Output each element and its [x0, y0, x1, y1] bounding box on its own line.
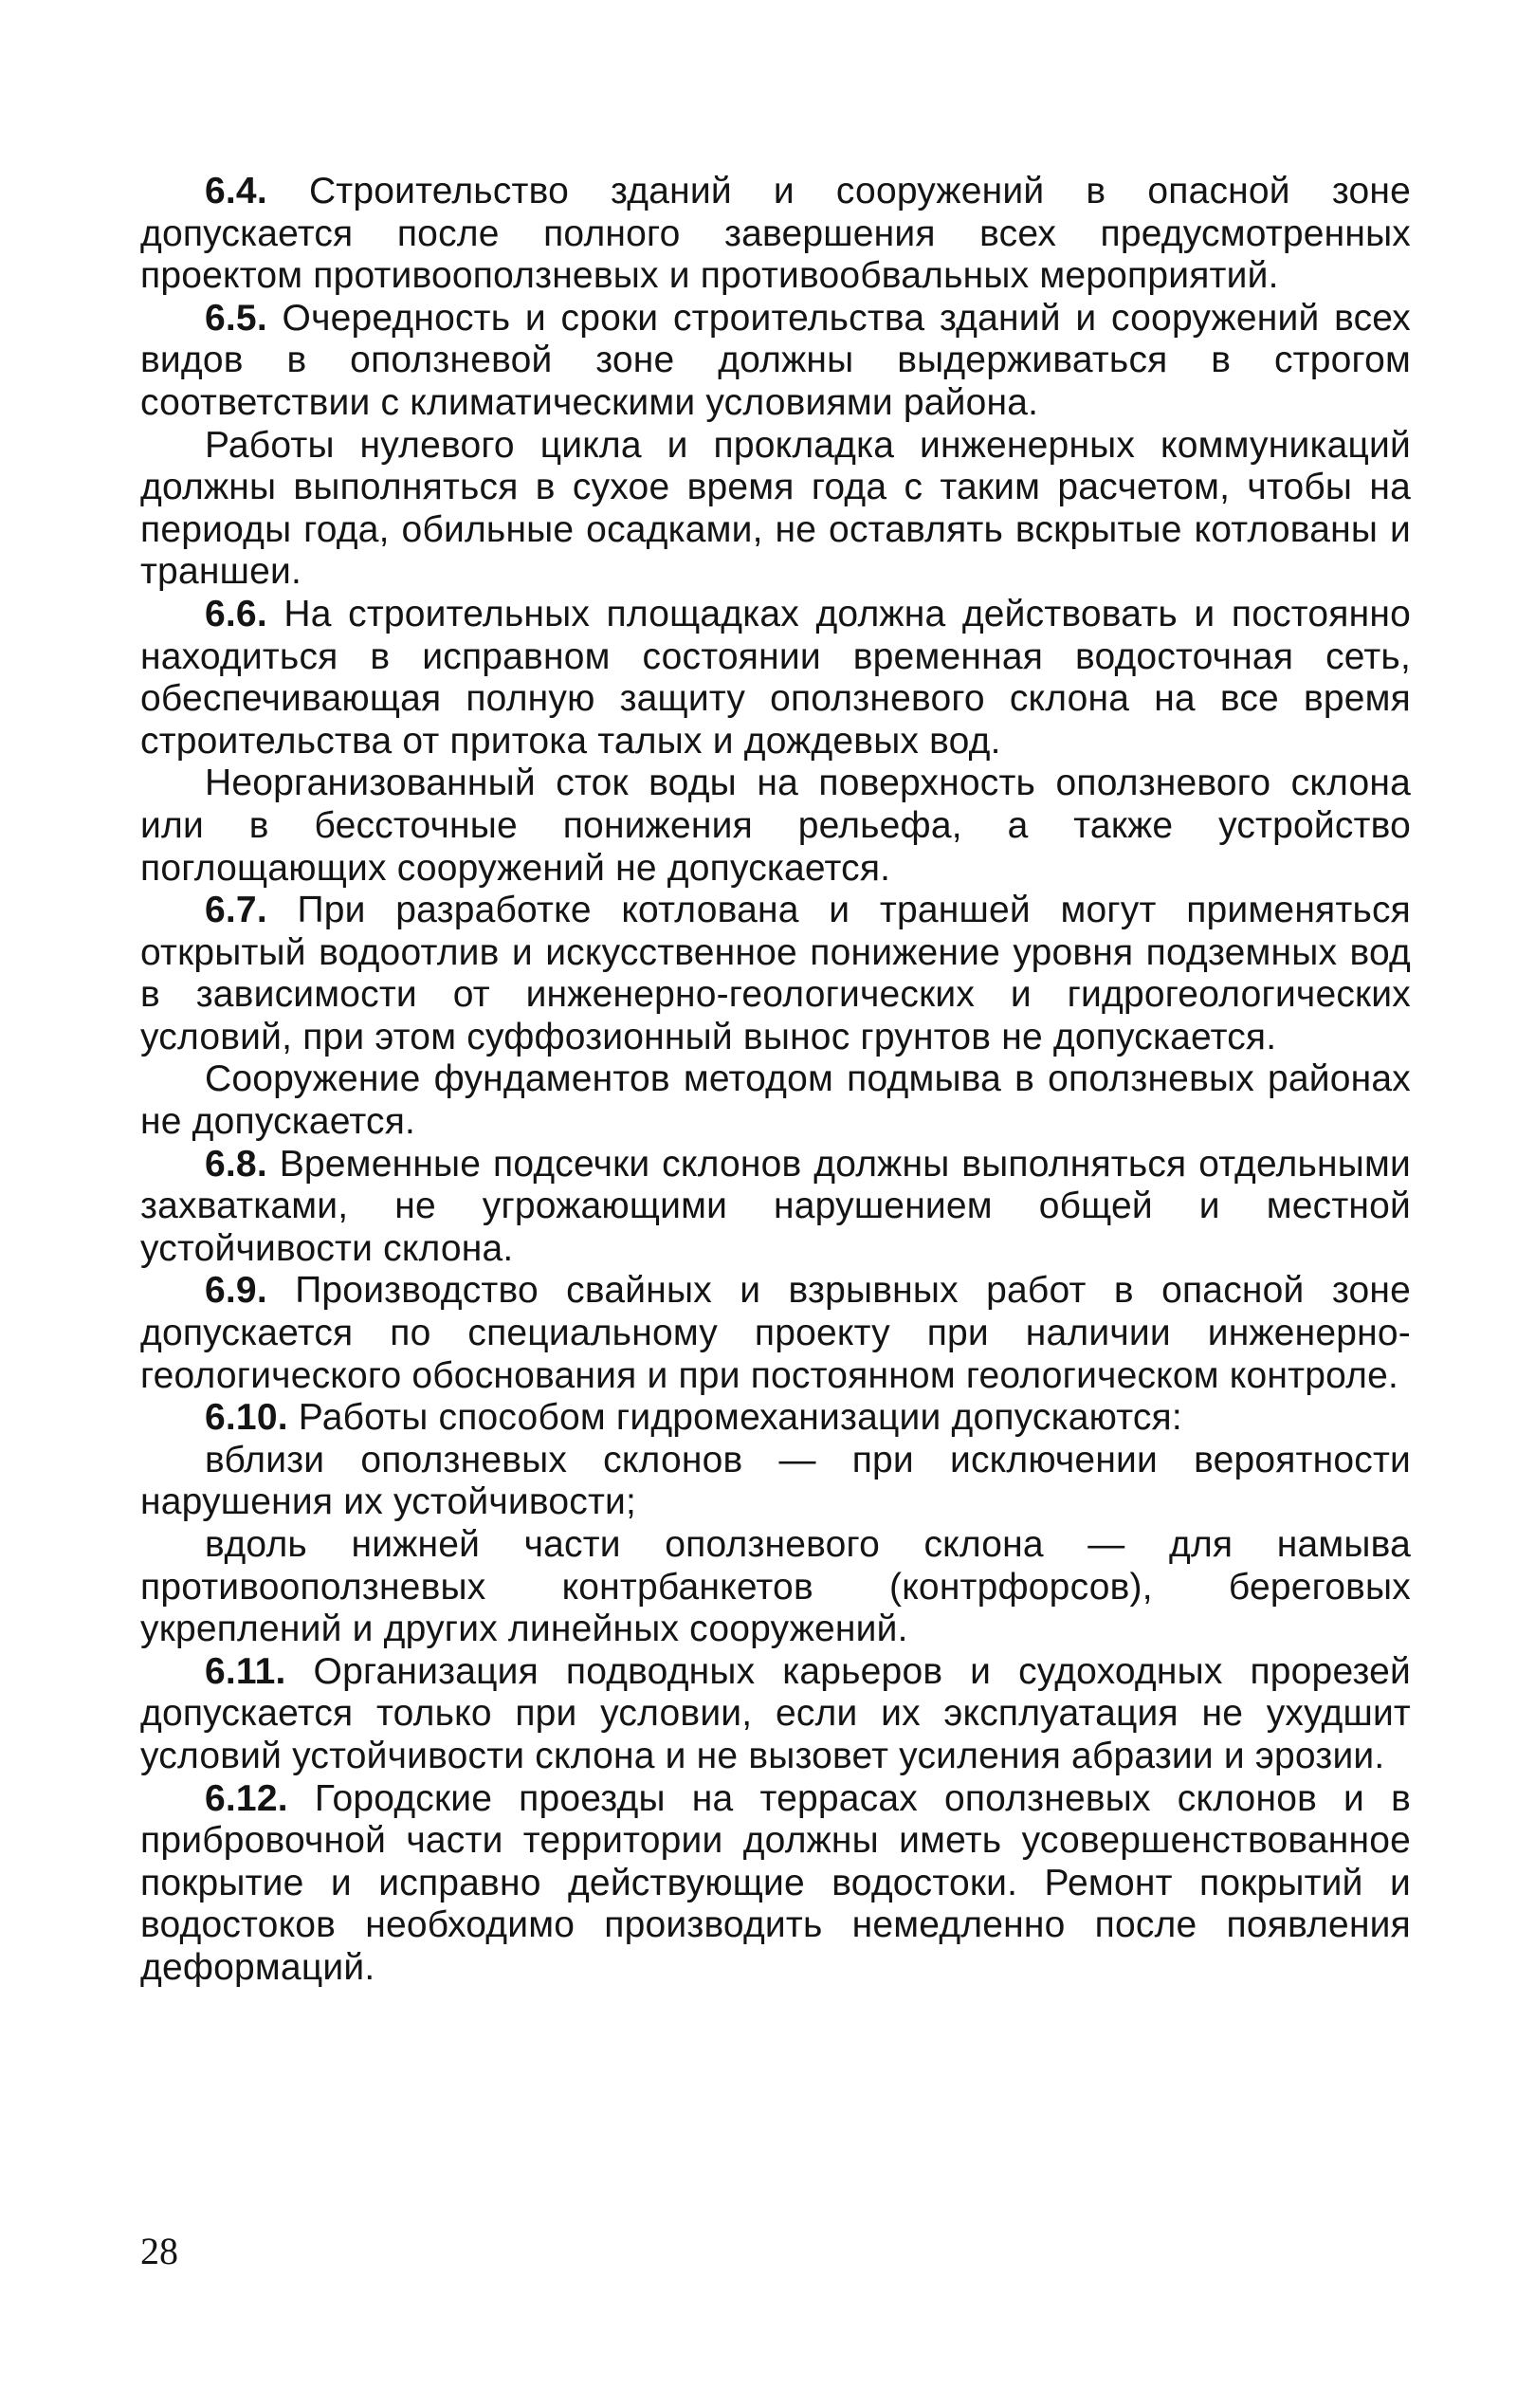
paragraph-text: вблизи оползневых склонов — при исключении вероятности нарушения их устойчивости;	[140, 1439, 1411, 1523]
paragraph-text: Работы нулевого цикла и прокладка инженерных коммуникаций должны выполняться в сухое время года с таким расчетом, чтобы на периоды года, обильные осадками, не оставлять вскрытые котлованы и траншеи.	[140, 424, 1411, 593]
paragraph-text: Неорганизованный сток воды на поверхность оползневого склона или в бессточные понижения рельефа, а также устройство поглощающих сооружений не допускается.	[140, 763, 1411, 889]
paragraph-6-6	[140, 594, 1411, 763]
section-number: 6.4.	[205, 171, 267, 211]
paragraph-6-10-item-2	[140, 1524, 1411, 1651]
paragraph-6-11	[140, 1651, 1411, 1778]
paragraph-6-9	[140, 1270, 1411, 1397]
paragraph-6-8	[140, 1144, 1411, 1271]
section-number: 6.10.	[205, 1397, 288, 1439]
paragraph-6-5-cont	[140, 425, 1411, 594]
paragraph-text: Сооружение фундаментов методом подмыва в оползневых районах не допускается.	[140, 1058, 1411, 1143]
paragraph-6-10	[140, 1397, 1411, 1440]
section-number: 6.12.	[205, 1777, 288, 1819]
paragraph-text: Производство свайных и взрывных работ в опасной зоне допускается по специальному проекту при наличии инженерно-геологического обоснования и при постоянном геологическом контроле.	[140, 1270, 1411, 1396]
page-number: 28	[140, 2230, 178, 2272]
paragraph-text: Организация подводных карьеров и судоходных прорезей допускается только при условии, если их эксплуатация не ухудшит условий устойчивости склона и не вызовет усиления абразии и эрозии.	[140, 1650, 1411, 1776]
paragraph-6-4	[140, 171, 1411, 298]
paragraph-text: вдоль нижней части оползневого склона — для намыва противооползневых контрбанкетов (контрфорсов), береговых укреплений и других линейных сооружений.	[140, 1524, 1411, 1650]
section-number: 6.5.	[205, 297, 267, 339]
paragraph-6-12	[140, 1778, 1411, 1990]
paragraph-6-7-cont	[140, 1058, 1411, 1143]
paragraph-text: На строительных площадках должна действовать и постоянно находиться в исправном состоянии временная водосточная сеть, обеспечивающая полную защиту оползневого склона на все время строительства от притока талых и дождевых вод.	[140, 593, 1411, 762]
section-number: 6.8.	[205, 1143, 267, 1185]
section-number: 6.11.	[205, 1650, 286, 1692]
paragraph-text: Строительство зданий и сооружений в опасной зоне допускается после полного завершения всех предусмотренных проектом противооползневых и противообвальных мероприятий.	[140, 171, 1411, 297]
paragraph-text: Работы способом гидромеханизации допускаются:	[298, 1397, 1182, 1439]
section-number: 6.7.	[205, 890, 267, 931]
paragraph-text: Городские проезды на террасах оползневых склонов и в прибровочной части территории должны иметь усовершенствованное покрытие и исправно действующие водостоки. Ремонт покрытий и водостоков необходимо производить немедленно после появления деформаций.	[140, 1777, 1411, 1988]
paragraph-6-6-cont	[140, 763, 1411, 890]
section-number: 6.6.	[205, 593, 267, 634]
paragraph-6-10-item-1	[140, 1440, 1411, 1524]
section-number: 6.9.	[205, 1270, 267, 1312]
paragraph-text: Временные подсечки склонов должны выполняться отдельными захватками, не угрожающими нарушением общей и местной устойчивости склона.	[140, 1143, 1411, 1269]
paragraph-text: Очередность и сроки строительства зданий и сооружений всех видов в оползневой зоне должны выдерживаться в строгом соответствии с климатическими условиями района.	[140, 297, 1411, 423]
paragraph-text: При разработке котлована и траншей могут применяться открытый водоотлив и искусственное понижение уровня подземных вод в зависимости от инженерно-геологических и гидрогеологических условий, при этом суффозионный вынос грунтов не допускается.	[140, 890, 1411, 1057]
paragraph-6-5	[140, 298, 1411, 425]
document-body	[140, 171, 1411, 1990]
paragraph-6-7	[140, 890, 1411, 1058]
